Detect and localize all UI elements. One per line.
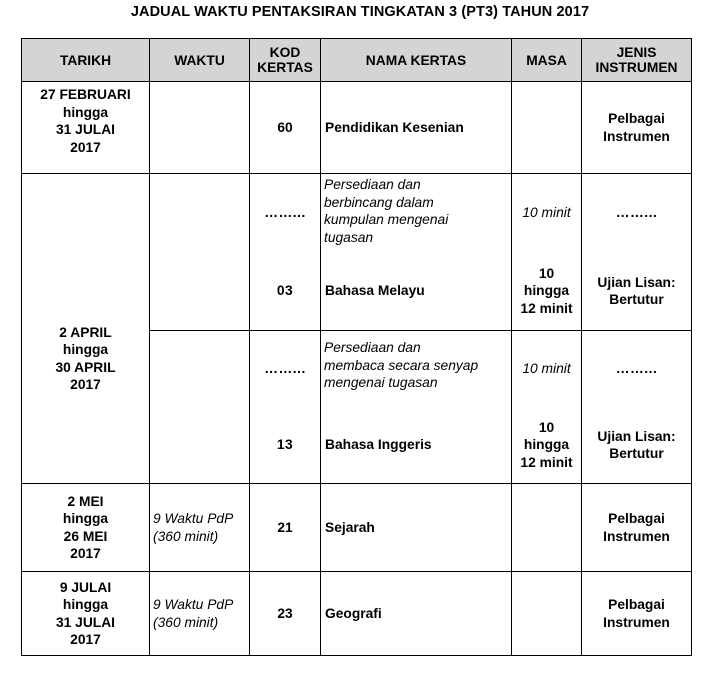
waktu-cell: [150, 331, 250, 484]
waktu-cell: 9 Waktu PdP (360 minit): [150, 484, 250, 572]
header-masa: MASA: [512, 39, 582, 82]
kod-cell: 60: [250, 82, 321, 174]
activity-description: Persediaan dan membaca secara senyap mengenai tugasan: [324, 340, 479, 390]
nama-kertas-cell: Sejarah: [321, 484, 512, 572]
masa-cell: [512, 572, 582, 656]
kod-cell: 23: [250, 572, 321, 656]
waktu-cell: [150, 82, 250, 174]
nama-kertas-cell: Persediaan dan membaca secara senyap mengenai tugasan Bahasa Inggeris: [321, 331, 512, 484]
jenis-cell: Pelbagai Instrumen: [582, 572, 692, 656]
header-waktu: WAKTU: [150, 39, 250, 82]
jenis-cell: Pelbagai Instrumen: [582, 484, 692, 572]
tarikh-cell: 9 JULAI hingga 31 JULAI 2017: [22, 572, 150, 656]
exam-schedule-table: [21, 38, 692, 656]
jenis-cell: ……... Ujian Lisan: Bertutur: [582, 174, 692, 331]
table-row: [22, 82, 692, 174]
masa-cell: 10 minit 10 hingga 12 minit: [512, 174, 582, 331]
kod-cell: ……... 13: [250, 331, 321, 484]
nama-kertas-cell: Geografi: [321, 572, 512, 656]
table-row: [22, 572, 692, 656]
header-tarikh: TARIKH: [22, 39, 150, 82]
activity-description: Persediaan dan berbincang dalam kumpulan mengenai tugasan: [324, 177, 449, 245]
waktu-cell: [150, 174, 250, 331]
kod-cell: ……... 03: [250, 174, 321, 331]
table-row: [22, 484, 692, 572]
header-jenis-instrumen: JENIS INSTRUMEN: [582, 39, 692, 82]
tarikh-cell: 2 APRIL hingga 30 APRIL 2017: [22, 174, 150, 484]
header-nama-kertas: NAMA KERTAS: [321, 39, 512, 82]
waktu-cell: 9 Waktu PdP (360 minit): [150, 572, 250, 656]
tarikh-cell: 27 FEBRUARI hingga 31 JULAI 2017: [22, 82, 150, 174]
header-row: [22, 39, 692, 82]
nama-kertas-cell: Persediaan dan berbincang dalam kumpulan mengenai tugasan Bahasa Melayu: [321, 174, 512, 331]
document-title: JADUAL WAKTU PENTAKSIRAN TINGKATAN 3 (PT3) TAHUN 2017: [130, 4, 590, 20]
table-row: [22, 174, 692, 331]
masa-cell: [512, 484, 582, 572]
masa-cell: [512, 82, 582, 174]
kod-cell: 21: [250, 484, 321, 572]
header-kod-kertas: KOD KERTAS: [250, 39, 321, 82]
jenis-cell: Pelbagai Instrumen: [582, 82, 692, 174]
masa-cell: 10 minit 10 hingga 12 minit: [512, 331, 582, 484]
tarikh-cell: 2 MEI hingga 26 MEI 2017: [22, 484, 150, 572]
jenis-cell: ……... Ujian Lisan: Bertutur: [582, 331, 692, 484]
nama-kertas-cell: Pendidikan Kesenian: [321, 82, 512, 174]
